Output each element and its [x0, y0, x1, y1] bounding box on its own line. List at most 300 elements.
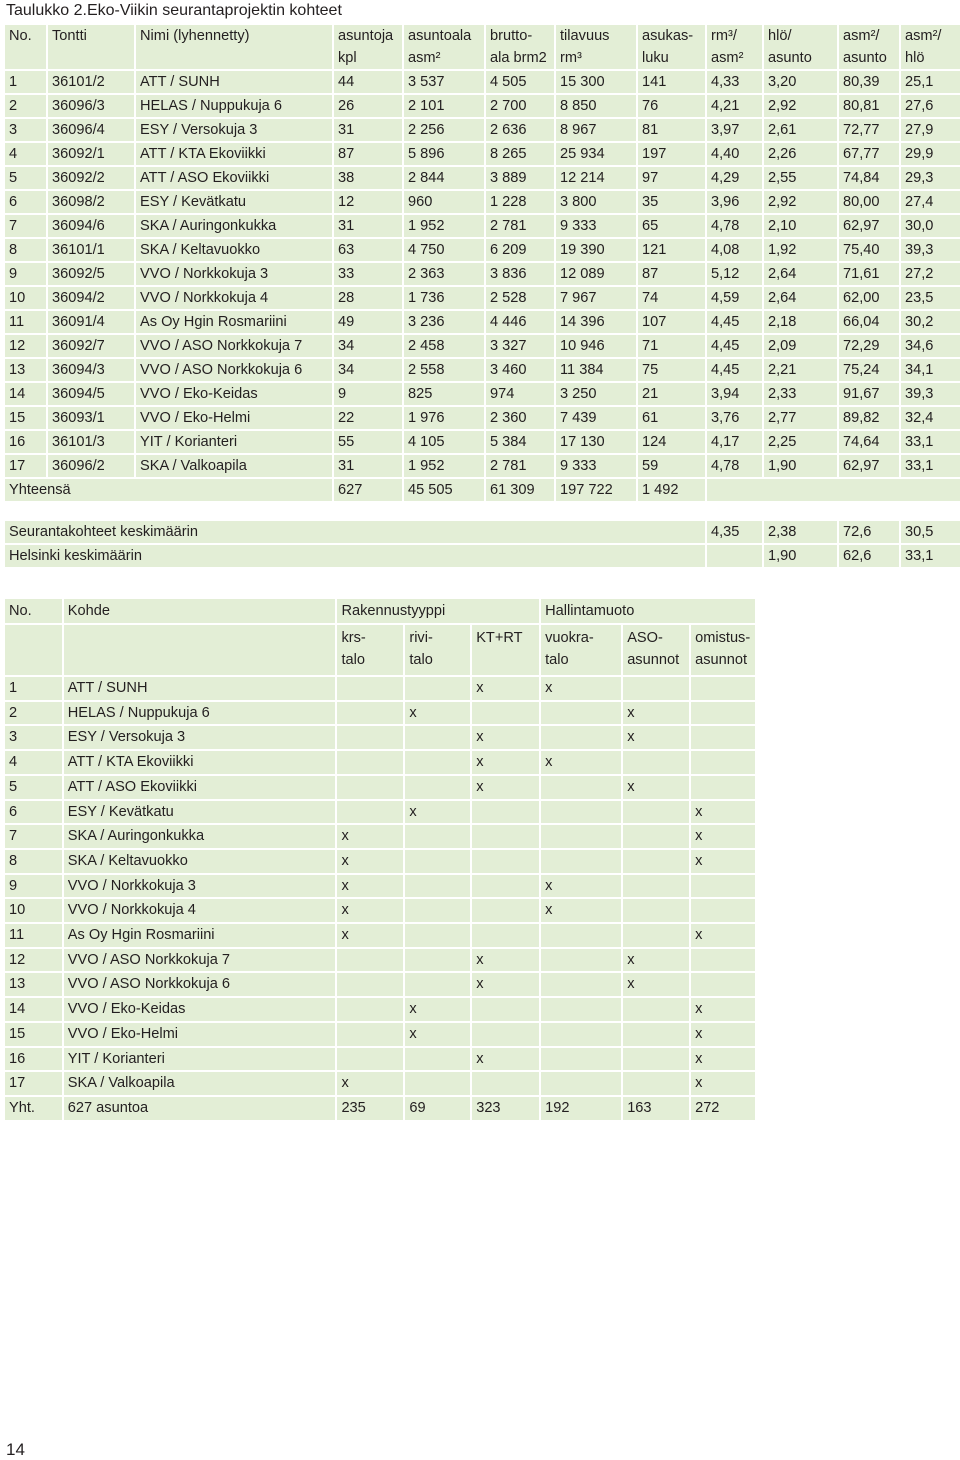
header-line: rivi- — [409, 630, 433, 646]
average-label: Helsinki keskimäärin — [5, 545, 705, 567]
table-cell — [405, 973, 470, 996]
table-cell: 8 — [5, 239, 46, 261]
table-cell: 8 265 — [486, 143, 554, 165]
table-cell: 25 934 — [556, 143, 636, 165]
table-cell: 71,61 — [839, 263, 899, 285]
table-cell: 17 130 — [556, 431, 636, 453]
table-cell: 3 537 — [404, 71, 484, 93]
table-cell: x — [472, 677, 539, 700]
table-cell: 36094/5 — [48, 383, 134, 405]
table-cell: SKA / Auringonkukka — [136, 215, 332, 237]
table-cell: x — [691, 998, 755, 1021]
table-cell: 3 250 — [556, 383, 636, 405]
table-cell — [541, 1023, 621, 1046]
table-cell — [541, 825, 621, 848]
table-cell: 62,97 — [839, 215, 899, 237]
column-header — [404, 25, 484, 69]
table-cell: 4,40 — [707, 143, 762, 165]
column-header: Rakennustyyppi — [337, 599, 539, 623]
header-line: omistus- — [695, 630, 751, 646]
table-cell — [472, 875, 539, 898]
table-cell: 2,18 — [764, 311, 837, 333]
average-row — [5, 545, 960, 567]
table-cell: 74,64 — [839, 431, 899, 453]
table-cell — [623, 677, 689, 700]
table-header-row — [5, 599, 755, 623]
column-header — [901, 25, 960, 69]
table-cell: 9 333 — [556, 215, 636, 237]
page-number: 14 — [6, 1440, 25, 1459]
table-cell: x — [405, 702, 470, 725]
table-row — [5, 143, 960, 165]
table-cell: 9 — [5, 875, 62, 898]
table-cell: 1 976 — [404, 407, 484, 429]
table-cell — [405, 825, 470, 848]
table-cell: 12 — [5, 335, 46, 357]
table-cell: 12 089 — [556, 263, 636, 285]
table-cell — [623, 899, 689, 922]
total-cell: 69 — [405, 1097, 470, 1120]
table-cell: 3 — [5, 726, 62, 749]
table-cell: 7 — [5, 825, 62, 848]
table-cell: 7 967 — [556, 287, 636, 309]
table-cell: x — [691, 1023, 755, 1046]
table-cell: 2 700 — [486, 95, 554, 117]
table-cell: 75,24 — [839, 359, 899, 381]
table-cell: x — [623, 726, 689, 749]
table-cell: 8 967 — [556, 119, 636, 141]
table-cell: x — [337, 825, 403, 848]
table-cell: 44 — [334, 71, 402, 93]
header-line: rm³/ — [711, 28, 737, 44]
table-cell: 63 — [334, 239, 402, 261]
table-cell: 3 236 — [404, 311, 484, 333]
table-cell — [623, 924, 689, 947]
table-row — [5, 239, 960, 261]
header-line: talo — [409, 652, 433, 668]
table-cell — [623, 1072, 689, 1095]
table-cell: VVO / Eko-Helmi — [136, 407, 332, 429]
table-cell: 36096/3 — [48, 95, 134, 117]
table-cell: x — [337, 899, 403, 922]
building-type-table — [3, 597, 757, 1122]
table-cell: 71 — [638, 335, 705, 357]
table-cell — [541, 998, 621, 1021]
table-cell: 2 — [5, 702, 62, 725]
table-cell: 36092/1 — [48, 143, 134, 165]
total-row — [5, 1097, 755, 1120]
table-cell: 87 — [638, 263, 705, 285]
table-cell: x — [472, 973, 539, 996]
table-cell: 29,3 — [901, 167, 960, 189]
table-cell — [691, 677, 755, 700]
table-cell: x — [541, 899, 621, 922]
table-cell: 2 528 — [486, 287, 554, 309]
total-cell: 235 — [337, 1097, 403, 1120]
table-cell: x — [472, 1048, 539, 1071]
table-cell: 65 — [638, 215, 705, 237]
table-cell — [623, 801, 689, 824]
table-cell: 34 — [334, 335, 402, 357]
table-cell — [405, 677, 470, 700]
column-header — [764, 25, 837, 69]
table-cell: 141 — [638, 71, 705, 93]
table-cell: 5 — [5, 167, 46, 189]
table-cell: x — [691, 924, 755, 947]
table-row — [5, 311, 960, 333]
table-cell: 39,3 — [901, 239, 960, 261]
table-cell: 66,04 — [839, 311, 899, 333]
table-cell: 75 — [638, 359, 705, 381]
table-cell: 2,92 — [764, 95, 837, 117]
table-cell: 1 — [5, 677, 62, 700]
table-cell: 1 952 — [404, 455, 484, 477]
header-line: Nimi (lyhennetty) — [140, 28, 250, 44]
average-label: Seurantakohteet keskimäärin — [5, 521, 705, 543]
column-subheader — [541, 625, 621, 675]
table-cell — [405, 875, 470, 898]
table-cell: 5 — [5, 776, 62, 799]
table-cell: 1,92 — [764, 239, 837, 261]
table-row — [5, 677, 755, 700]
table-row — [5, 215, 960, 237]
table-cell: 4,78 — [707, 215, 762, 237]
header-line: vuokra- — [545, 630, 594, 646]
table-cell: 80,81 — [839, 95, 899, 117]
table-row — [5, 825, 755, 848]
table-cell — [405, 899, 470, 922]
header-line: asm²/ — [843, 28, 880, 44]
table-header-row — [5, 25, 960, 69]
table-cell: 16 — [5, 431, 46, 453]
table-cell — [691, 899, 755, 922]
table-cell: 6 209 — [486, 239, 554, 261]
table-cell: 97 — [638, 167, 705, 189]
table-cell: 11 384 — [556, 359, 636, 381]
table-cell: 3,76 — [707, 407, 762, 429]
table-cell: 960 — [404, 191, 484, 213]
table-cell: 2,92 — [764, 191, 837, 213]
table-cell: 1,90 — [764, 455, 837, 477]
header-line: asm² — [408, 50, 441, 66]
table-cell: x — [623, 702, 689, 725]
table-cell: x — [691, 1048, 755, 1071]
average-cell: 33,1 — [901, 545, 960, 567]
column-subheader — [472, 625, 539, 675]
table-cell: 31 — [334, 455, 402, 477]
table-cell: 36093/1 — [48, 407, 134, 429]
table-cell: 36094/6 — [48, 215, 134, 237]
table-cell: 15 300 — [556, 71, 636, 93]
table-cell: 9 — [334, 383, 402, 405]
header-line: kpl — [338, 50, 357, 66]
table-cell: 4,45 — [707, 335, 762, 357]
table-cell: 4,17 — [707, 431, 762, 453]
total-cell: 627 asuntoa — [64, 1097, 336, 1120]
table-cell: 2,64 — [764, 287, 837, 309]
table-cell: 87 — [334, 143, 402, 165]
total-cell: 323 — [472, 1097, 539, 1120]
header-line: krs- — [341, 630, 366, 646]
header-line: asuntoja — [338, 28, 394, 44]
header-line: asuntoala — [408, 28, 472, 44]
table-cell: 36092/2 — [48, 167, 134, 189]
table-cell: 4,59 — [707, 287, 762, 309]
table-cell: HELAS / Nuppukuja 6 — [64, 702, 336, 725]
table-cell: 8 — [5, 850, 62, 873]
table-cell: 49 — [334, 311, 402, 333]
table-cell: 4,33 — [707, 71, 762, 93]
table-cell: 89,82 — [839, 407, 899, 429]
table-cell: 2,26 — [764, 143, 837, 165]
table-cell: 197 — [638, 143, 705, 165]
table-row — [5, 95, 960, 117]
table-row — [5, 850, 755, 873]
table-cell — [472, 899, 539, 922]
table-cell: x — [337, 1072, 403, 1095]
table-cell: 2 101 — [404, 95, 484, 117]
table-cell: 27,2 — [901, 263, 960, 285]
table-cell: 10 — [5, 287, 46, 309]
table-cell: ATT / ASO Ekoviikki — [136, 167, 332, 189]
table-cell: 1 — [5, 71, 46, 93]
table-row — [5, 1072, 755, 1095]
table-cell: 62,00 — [839, 287, 899, 309]
table-row — [5, 949, 755, 972]
spacer-row — [5, 503, 960, 519]
table-cell: 35 — [638, 191, 705, 213]
table-cell — [541, 949, 621, 972]
table-cell: x — [472, 726, 539, 749]
table-cell: As Oy Hgin Rosmariini — [136, 311, 332, 333]
table-cell: 75,40 — [839, 239, 899, 261]
table-cell: 25,1 — [901, 71, 960, 93]
table-cell — [623, 825, 689, 848]
table-row — [5, 407, 960, 429]
table-cell — [541, 726, 621, 749]
table-cell: 15 — [5, 407, 46, 429]
table-cell: x — [405, 801, 470, 824]
table-cell: ATT / ASO Ekoviikki — [64, 776, 336, 799]
average-cell — [707, 545, 762, 567]
table-cell — [541, 924, 621, 947]
table-cell: SKA / Valkoapila — [136, 455, 332, 477]
table-cell: VVO / Norkkokuja 3 — [136, 263, 332, 285]
table-cell: 36101/3 — [48, 431, 134, 453]
table-cell: HELAS / Nuppukuja 6 — [136, 95, 332, 117]
column-header — [334, 25, 402, 69]
table-cell: x — [472, 949, 539, 972]
table-cell: 107 — [638, 311, 705, 333]
table-cell: 34,1 — [901, 359, 960, 381]
table-cell — [691, 702, 755, 725]
table-cell: x — [472, 776, 539, 799]
table-cell: x — [337, 924, 403, 947]
column-header: Hallintamuoto — [541, 599, 755, 623]
table-cell: 81 — [638, 119, 705, 141]
table-cell: ATT / SUNH — [136, 71, 332, 93]
table-cell — [472, 924, 539, 947]
table-row — [5, 1048, 755, 1071]
table-cell: YIT / Korianteri — [64, 1048, 336, 1071]
table-cell — [691, 776, 755, 799]
table-cell: 4 — [5, 751, 62, 774]
header-line: brutto- — [490, 28, 533, 44]
table-cell: VVO / Eko-Keidas — [64, 998, 336, 1021]
table-cell — [472, 1023, 539, 1046]
table-cell: VVO / ASO Norkkokuja 7 — [136, 335, 332, 357]
table-cell: 72,77 — [839, 119, 899, 141]
table-cell: ESY / Versokuja 3 — [64, 726, 336, 749]
table-cell — [623, 875, 689, 898]
total-cell: Yht. — [5, 1097, 62, 1120]
table-cell — [623, 1023, 689, 1046]
table-cell — [337, 998, 403, 1021]
table-cell: 4,29 — [707, 167, 762, 189]
table-cell — [623, 850, 689, 873]
table-cell — [405, 924, 470, 947]
project-data-table — [3, 23, 960, 569]
table-cell: 15 — [5, 1023, 62, 1046]
header-line: hlö — [905, 50, 925, 66]
table-cell: 4 505 — [486, 71, 554, 93]
column-header — [638, 25, 705, 69]
table-cell: 14 — [5, 383, 46, 405]
table-cell: ATT / SUNH — [64, 677, 336, 700]
column-header — [707, 25, 762, 69]
table-cell: x — [623, 776, 689, 799]
table-cell: 3,94 — [707, 383, 762, 405]
table-cell — [541, 1072, 621, 1095]
header-line: asm²/ — [905, 28, 942, 44]
table-cell: SKA / Valkoapila — [64, 1072, 336, 1095]
table-row — [5, 899, 755, 922]
table-subheader-row — [5, 625, 755, 675]
table-row — [5, 431, 960, 453]
table-cell: 80,39 — [839, 71, 899, 93]
column-header — [136, 25, 332, 69]
header-line: KT+RT — [476, 630, 523, 646]
table-cell: 59 — [638, 455, 705, 477]
column-subheader — [691, 625, 755, 675]
table-cell — [472, 998, 539, 1021]
table-cell: 61 — [638, 407, 705, 429]
table-cell — [405, 1048, 470, 1071]
table-row — [5, 335, 960, 357]
table-cell: 36096/2 — [48, 455, 134, 477]
table-cell: 55 — [334, 431, 402, 453]
table-cell: x — [541, 751, 621, 774]
table-cell: x — [405, 1023, 470, 1046]
table-cell: 2 558 — [404, 359, 484, 381]
table-cell: 23,5 — [901, 287, 960, 309]
table-cell: VVO / Norkkokuja 4 — [136, 287, 332, 309]
table-cell: 12 214 — [556, 167, 636, 189]
table-cell: 27,4 — [901, 191, 960, 213]
table-cell: 6 — [5, 191, 46, 213]
table-cell: 974 — [486, 383, 554, 405]
header-line: asunto — [768, 50, 812, 66]
empty-cell — [707, 479, 960, 501]
total-cell: 627 — [334, 479, 402, 501]
table-cell: 3 — [5, 119, 46, 141]
table-cell: x — [472, 751, 539, 774]
table-cell: 2,64 — [764, 263, 837, 285]
table-cell: VVO / Norkkokuja 3 — [64, 875, 336, 898]
table-row — [5, 167, 960, 189]
header-line: tilavuus — [560, 28, 610, 44]
table-cell: As Oy Hgin Rosmariini — [64, 924, 336, 947]
table-cell: VVO / Norkkokuja 4 — [64, 899, 336, 922]
table-cell — [691, 875, 755, 898]
header-line: hlö/ — [768, 28, 792, 44]
table-cell: 4 750 — [404, 239, 484, 261]
total-cell: 272 — [691, 1097, 755, 1120]
table-cell: 4,45 — [707, 359, 762, 381]
table-cell: 3 889 — [486, 167, 554, 189]
average-cell: 4,35 — [707, 521, 762, 543]
table-cell: 17 — [5, 1072, 62, 1095]
header-line: asunto — [843, 50, 887, 66]
table-cell: 9 333 — [556, 455, 636, 477]
table-row — [5, 455, 960, 477]
table-row — [5, 359, 960, 381]
table-cell: 36101/1 — [48, 239, 134, 261]
table-cell: 19 390 — [556, 239, 636, 261]
table-cell: 8 850 — [556, 95, 636, 117]
table-cell: 30,2 — [901, 311, 960, 333]
table-cell: 2,09 — [764, 335, 837, 357]
total-cell: 61 309 — [486, 479, 554, 501]
table-cell — [472, 1072, 539, 1095]
table-cell: SKA / Keltavuokko — [136, 239, 332, 261]
table-cell: x — [691, 801, 755, 824]
table-cell: 3,97 — [707, 119, 762, 141]
table-cell: 36092/7 — [48, 335, 134, 357]
table-row — [5, 875, 755, 898]
table-cell: VVO / ASO Norkkokuja 6 — [136, 359, 332, 381]
table-cell: 2 636 — [486, 119, 554, 141]
table-cell: ATT / KTA Ekoviikki — [64, 751, 336, 774]
table-cell: 2,33 — [764, 383, 837, 405]
table-cell: 29,9 — [901, 143, 960, 165]
table-cell: 74 — [638, 287, 705, 309]
table-cell: 3 460 — [486, 359, 554, 381]
table-cell: 3 327 — [486, 335, 554, 357]
table-cell: 5 896 — [404, 143, 484, 165]
table-cell — [405, 1072, 470, 1095]
table-cell: x — [623, 973, 689, 996]
table-cell: VVO / ASO Norkkokuja 6 — [64, 973, 336, 996]
table-cell — [337, 677, 403, 700]
table-cell: 4,08 — [707, 239, 762, 261]
table-cell: 17 — [5, 455, 46, 477]
table-cell: 9 — [5, 263, 46, 285]
total-cell: 1 492 — [638, 479, 705, 501]
table-cell: 33,1 — [901, 431, 960, 453]
table-cell — [405, 850, 470, 873]
table-cell — [623, 751, 689, 774]
empty-cell — [5, 625, 62, 675]
table-cell: ESY / Kevätkatu — [64, 801, 336, 824]
table-cell — [541, 850, 621, 873]
table-cell: 31 — [334, 119, 402, 141]
table-cell: 76 — [638, 95, 705, 117]
table-cell: 36094/2 — [48, 287, 134, 309]
table-cell: 4 — [5, 143, 46, 165]
table-cell: x — [405, 998, 470, 1021]
table-cell: 21 — [638, 383, 705, 405]
